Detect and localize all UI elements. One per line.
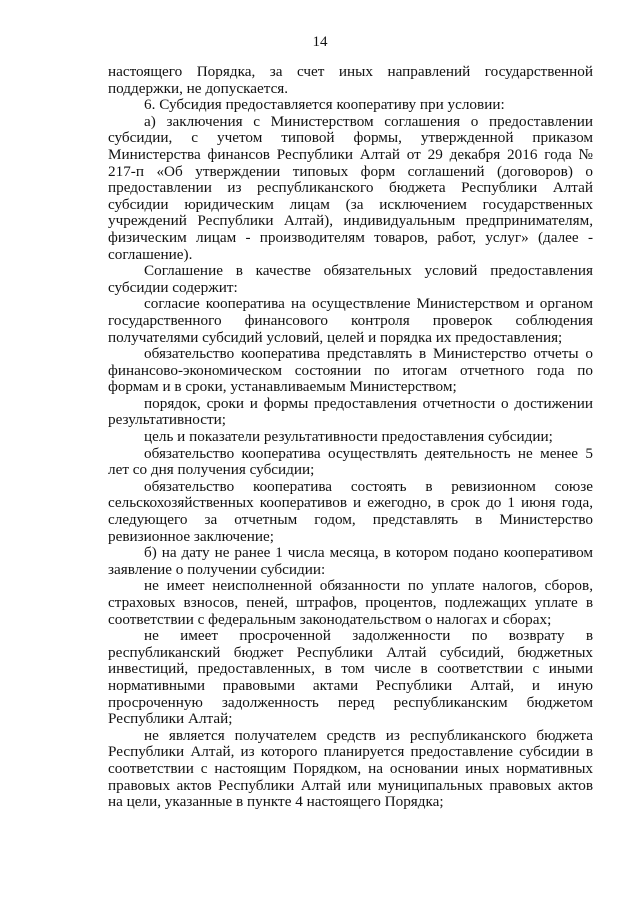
paragraph-condition-activity-term: обязательство кооператива осуществлять деятельность не менее 5 лет со дня получения субсидии; (108, 444, 593, 479)
paragraph-subitem-a: а) заключения с Министерством соглашения о предоставлении субсидии, с учетом типовой формы, утвержденной приказом Министерства финансов Республики Алтай от 29 декабря 2016 года № 217-п «Об утверждении типовых форм соглашений (договоров) о предоставлении из республиканского бюджета Республики Алтай субсидии юридическим лицам (за исключением государственных учреждений Республики Алтай), индивидуальным предпринимателям, физическим лицам - производителям товаров, работ, услуг» (далее - соглашение). (108, 112, 593, 263)
paragraph-condition-goals: цель и показатели результативности предоставления субсидии; (144, 428, 553, 446)
paragraph-condition-reporting-order: порядок, сроки и формы предоставления отчетности о достижении результативности; (108, 394, 593, 429)
paragraph-item-6: 6. Субсидия предоставляется кооперативу при условии: (144, 96, 505, 114)
paragraph-requirement-taxes: не имеет неисполненной обязанности по уплате налогов, сборов, страховых взносов, пеней, штрафов, процентов, подлежащих уплате в соответствии с федеральным законодательством о налогах и сборах; (108, 577, 593, 628)
paragraph-condition-audit-union: обязательство кооператива состоять в ревизионном союзе сельскохозяйственных кооперативов и ежегодно, в срок до 1 июня года, следующего за отчетным годом, представлять в Министерство ревизионное заключение; (108, 477, 593, 545)
paragraph-condition-reports: обязательство кооператива представлять в Министерство отчеты о финансово-экономическом состоянии по итогам отчетного года по формам и в сроки, устанавливаемым Министерством; (108, 345, 593, 396)
paragraph-requirement-debt: не имеет просроченной задолженности по возврату в республиканский бюджет Республики Алтай субсидий, бюджетных инвестиций, предоставленных, в том числе в соответствии с иными нормативными правовыми актами Республики Алтай, и иную просроченную задолженность перед республиканским бюджетом Республики Алтай; (108, 627, 593, 728)
paragraph-agreement-conditions: Соглашение в качестве обязательных условий предоставления субсидии содержит: (108, 262, 593, 296)
paragraph-continuation: настоящего Порядка, за счет иных направлений государственной поддержки, не допускается. (108, 63, 593, 97)
document-body (108, 64, 593, 811)
paragraph-condition-consent: согласие кооператива на осуществление Министерством и органом государственного финансового контроля проверок соблюдения получателями субсидий условий, целей и порядка их предоставления; (108, 295, 593, 346)
paragraph-requirement-not-recipient: не является получателем средств из республиканского бюджета Республики Алтай, из которого планируется предоставление субсидии в соответствии с настоящим Порядком, на основании иных нормативных правовых актов Республики Алтай или муниципальных правовых актов на цели, указанные в пункте 4 настоящего Порядка; (108, 726, 593, 811)
paragraph-subitem-b: б) на дату не ранее 1 числа месяца, в котором подано кооперативом заявление о получении субсидии: (108, 544, 593, 578)
page-number: 14 (312, 34, 328, 50)
